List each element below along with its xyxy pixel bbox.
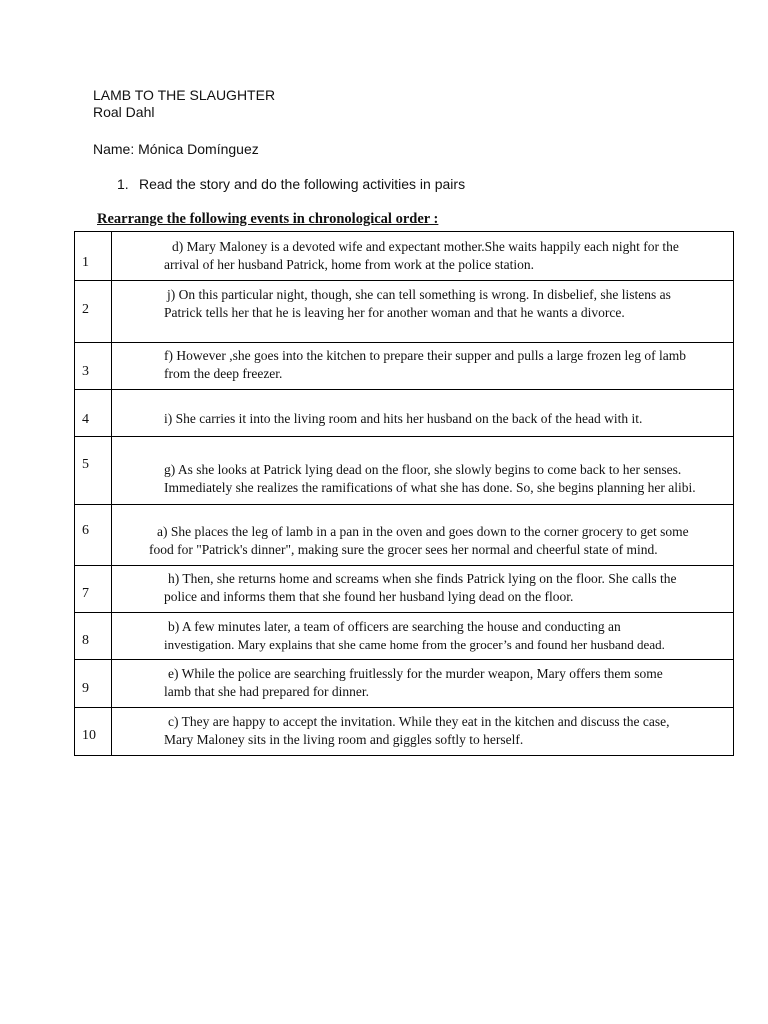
row-divider	[75, 565, 733, 566]
event-line: c) They are happy to accept the invitation. While they eat in the kitchen and discuss the case,	[168, 714, 670, 729]
document-author: Roal Dahl	[93, 104, 155, 120]
row-number: 10	[82, 728, 96, 743]
events-table	[74, 231, 734, 756]
event-text	[164, 238, 679, 274]
event-line: Mary Maloney sits in the living room and giggles softly to herself.	[164, 732, 524, 747]
event-line: b) A few minutes later, a team of officers are searching the house and conducting an	[168, 619, 621, 634]
event-line: j) On this particular night, though, she can tell something is wrong. In disbelief, she listens as	[167, 287, 671, 302]
instruction-text: Read the story and do the following activities in pairs	[139, 176, 466, 192]
row-number: 3	[82, 364, 89, 379]
row-number: 6	[82, 523, 89, 538]
event-text	[164, 618, 665, 654]
event-line: food for "Patrick's dinner", making sure the grocer sees her normal and cheerful state of mind.	[149, 542, 658, 557]
event-line: d) Mary Maloney is a devoted wife and expectant mother.She waits happily each night for the	[172, 239, 679, 254]
row-divider	[75, 436, 733, 437]
event-line: f) However ,she goes into the kitchen to prepare their supper and pulls a large frozen leg of lamb	[164, 348, 686, 363]
row-number: 2	[82, 302, 89, 317]
event-line: police and informs them that she found her husband lying dead on the floor.	[164, 589, 574, 604]
event-text	[164, 347, 686, 383]
event-line: investigation. Mary explains that she came home from the grocer’s and found her husband dead.	[164, 637, 665, 652]
event-line: a) She places the leg of lamb in a pan in the oven and goes down to the corner grocery to get some	[157, 524, 689, 539]
event-line: Patrick tells her that he is leaving her for another woman and that he wants a divorce.	[164, 305, 625, 320]
row-number: 7	[82, 586, 89, 601]
event-text	[164, 461, 696, 497]
row-number: 5	[82, 457, 89, 472]
event-line: from the deep freezer.	[164, 366, 283, 381]
row-divider	[75, 280, 733, 281]
event-text	[164, 286, 671, 322]
student-name: Name: Mónica Domínguez	[93, 141, 259, 157]
instruction	[117, 176, 465, 192]
row-divider	[75, 389, 733, 390]
row-number: 9	[82, 681, 89, 696]
instruction-number: 1.	[117, 176, 129, 192]
event-line: i) She carries it into the living room and hits her husband on the back of the head with it.	[164, 411, 643, 426]
event-line: h) Then, she returns home and screams when she finds Patrick lying on the floor. She calls the	[168, 571, 677, 586]
table-heading: Rearrange the following events in chronological order :	[97, 211, 439, 227]
row-number: 4	[82, 412, 89, 427]
row-divider	[75, 504, 733, 505]
event-line: arrival of her husband Patrick, home from work at the police station.	[164, 257, 535, 272]
row-divider	[75, 612, 733, 613]
event-text	[149, 523, 689, 559]
event-line: lamb that she had prepared for dinner.	[164, 684, 370, 699]
event-line: Immediately she realizes the ramifications of what she has done. So, she begins planning her alibi.	[164, 480, 696, 495]
document-title: LAMB TO THE SLAUGHTER	[93, 87, 276, 103]
row-number: 1	[82, 255, 89, 270]
row-number: 8	[82, 633, 89, 648]
event-line: g) As she looks at Patrick lying dead on the floor, she slowly begins to come back to her senses.	[164, 462, 682, 477]
event-line: e) While the police are searching fruitlessly for the murder weapon, Mary offers them some	[168, 666, 663, 681]
event-text	[164, 665, 663, 701]
row-divider	[75, 707, 733, 708]
event-text	[164, 713, 669, 749]
event-text	[164, 410, 642, 428]
number-column-divider	[111, 232, 112, 755]
row-divider	[75, 659, 733, 660]
row-divider	[75, 342, 733, 343]
event-text	[164, 570, 677, 606]
